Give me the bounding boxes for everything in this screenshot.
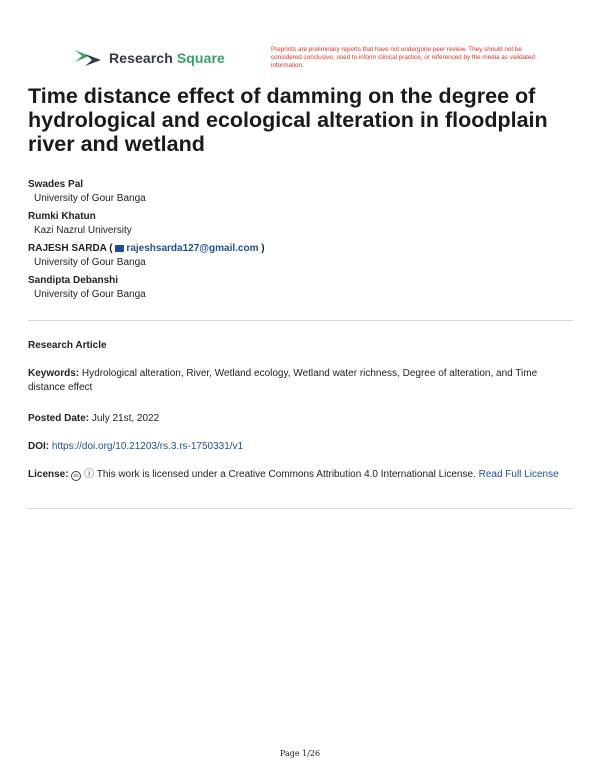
keywords: Keywords: Hydrological alteration, River, Wetland ecology, Wetland water richness, Degree of alteration, and Time distance effect <box>28 368 538 393</box>
author-list <box>28 178 573 306</box>
attribution-icon: ⓘ <box>84 469 95 480</box>
author <box>28 210 573 238</box>
page-number: Page 1/26 <box>279 749 321 758</box>
paper-title: Time distance effect of damming on the degree of hydrological and ecological alteration in floodplain river and wetland <box>28 84 548 156</box>
envelope-icon <box>115 245 124 252</box>
author-name: Sandipta Debanshi <box>28 275 119 286</box>
author <box>28 274 573 302</box>
research-square-logo[interactable] <box>73 48 225 68</box>
author-affiliation: Kazi Nazrul University <box>34 225 132 236</box>
logo-text: Research Square <box>109 50 225 66</box>
author-affiliation: University of Gour Banga <box>34 193 146 204</box>
divider <box>28 508 573 509</box>
author <box>28 178 573 206</box>
read-full-license-link[interactable]: Read Full License <box>478 469 559 480</box>
author-name: Rumki Khatun <box>28 211 96 222</box>
author-email-link[interactable]: rajeshsarda127@gmail.com <box>126 243 259 254</box>
posted-date: Posted Date: July 21st, 2022 <box>28 413 160 424</box>
doi-link[interactable]: https://doi.org/10.21203/rs.3.rs-1750331/v1 <box>51 441 244 452</box>
divider <box>28 320 573 321</box>
author-name-with-email: RAJESH SARDA ( rajeshsarda127@gmail.com ) <box>28 243 265 254</box>
creative-commons-icon: cc <box>71 471 81 481</box>
author-name: Swades Pal <box>28 179 84 190</box>
license: License: cc ⓘ This work is licensed under a Creative Commons Attribution 4.0 International License. Read Full License <box>28 469 559 480</box>
doi: DOI: https://doi.org/10.21203/rs.3.rs-1750331/v1 <box>28 441 244 452</box>
article-type: Research Article <box>28 340 107 351</box>
research-square-logo-icon <box>73 48 103 68</box>
author-affiliation: University of Gour Banga <box>34 289 146 300</box>
preprint-notice: Preprints are preliminary reports that have not undergone peer review. They should not be considered conclusive, used to inform clinical practice, or referenced by the media as validated information. <box>271 46 535 69</box>
author-affiliation: University of Gour Banga <box>34 257 146 268</box>
author <box>28 242 573 270</box>
